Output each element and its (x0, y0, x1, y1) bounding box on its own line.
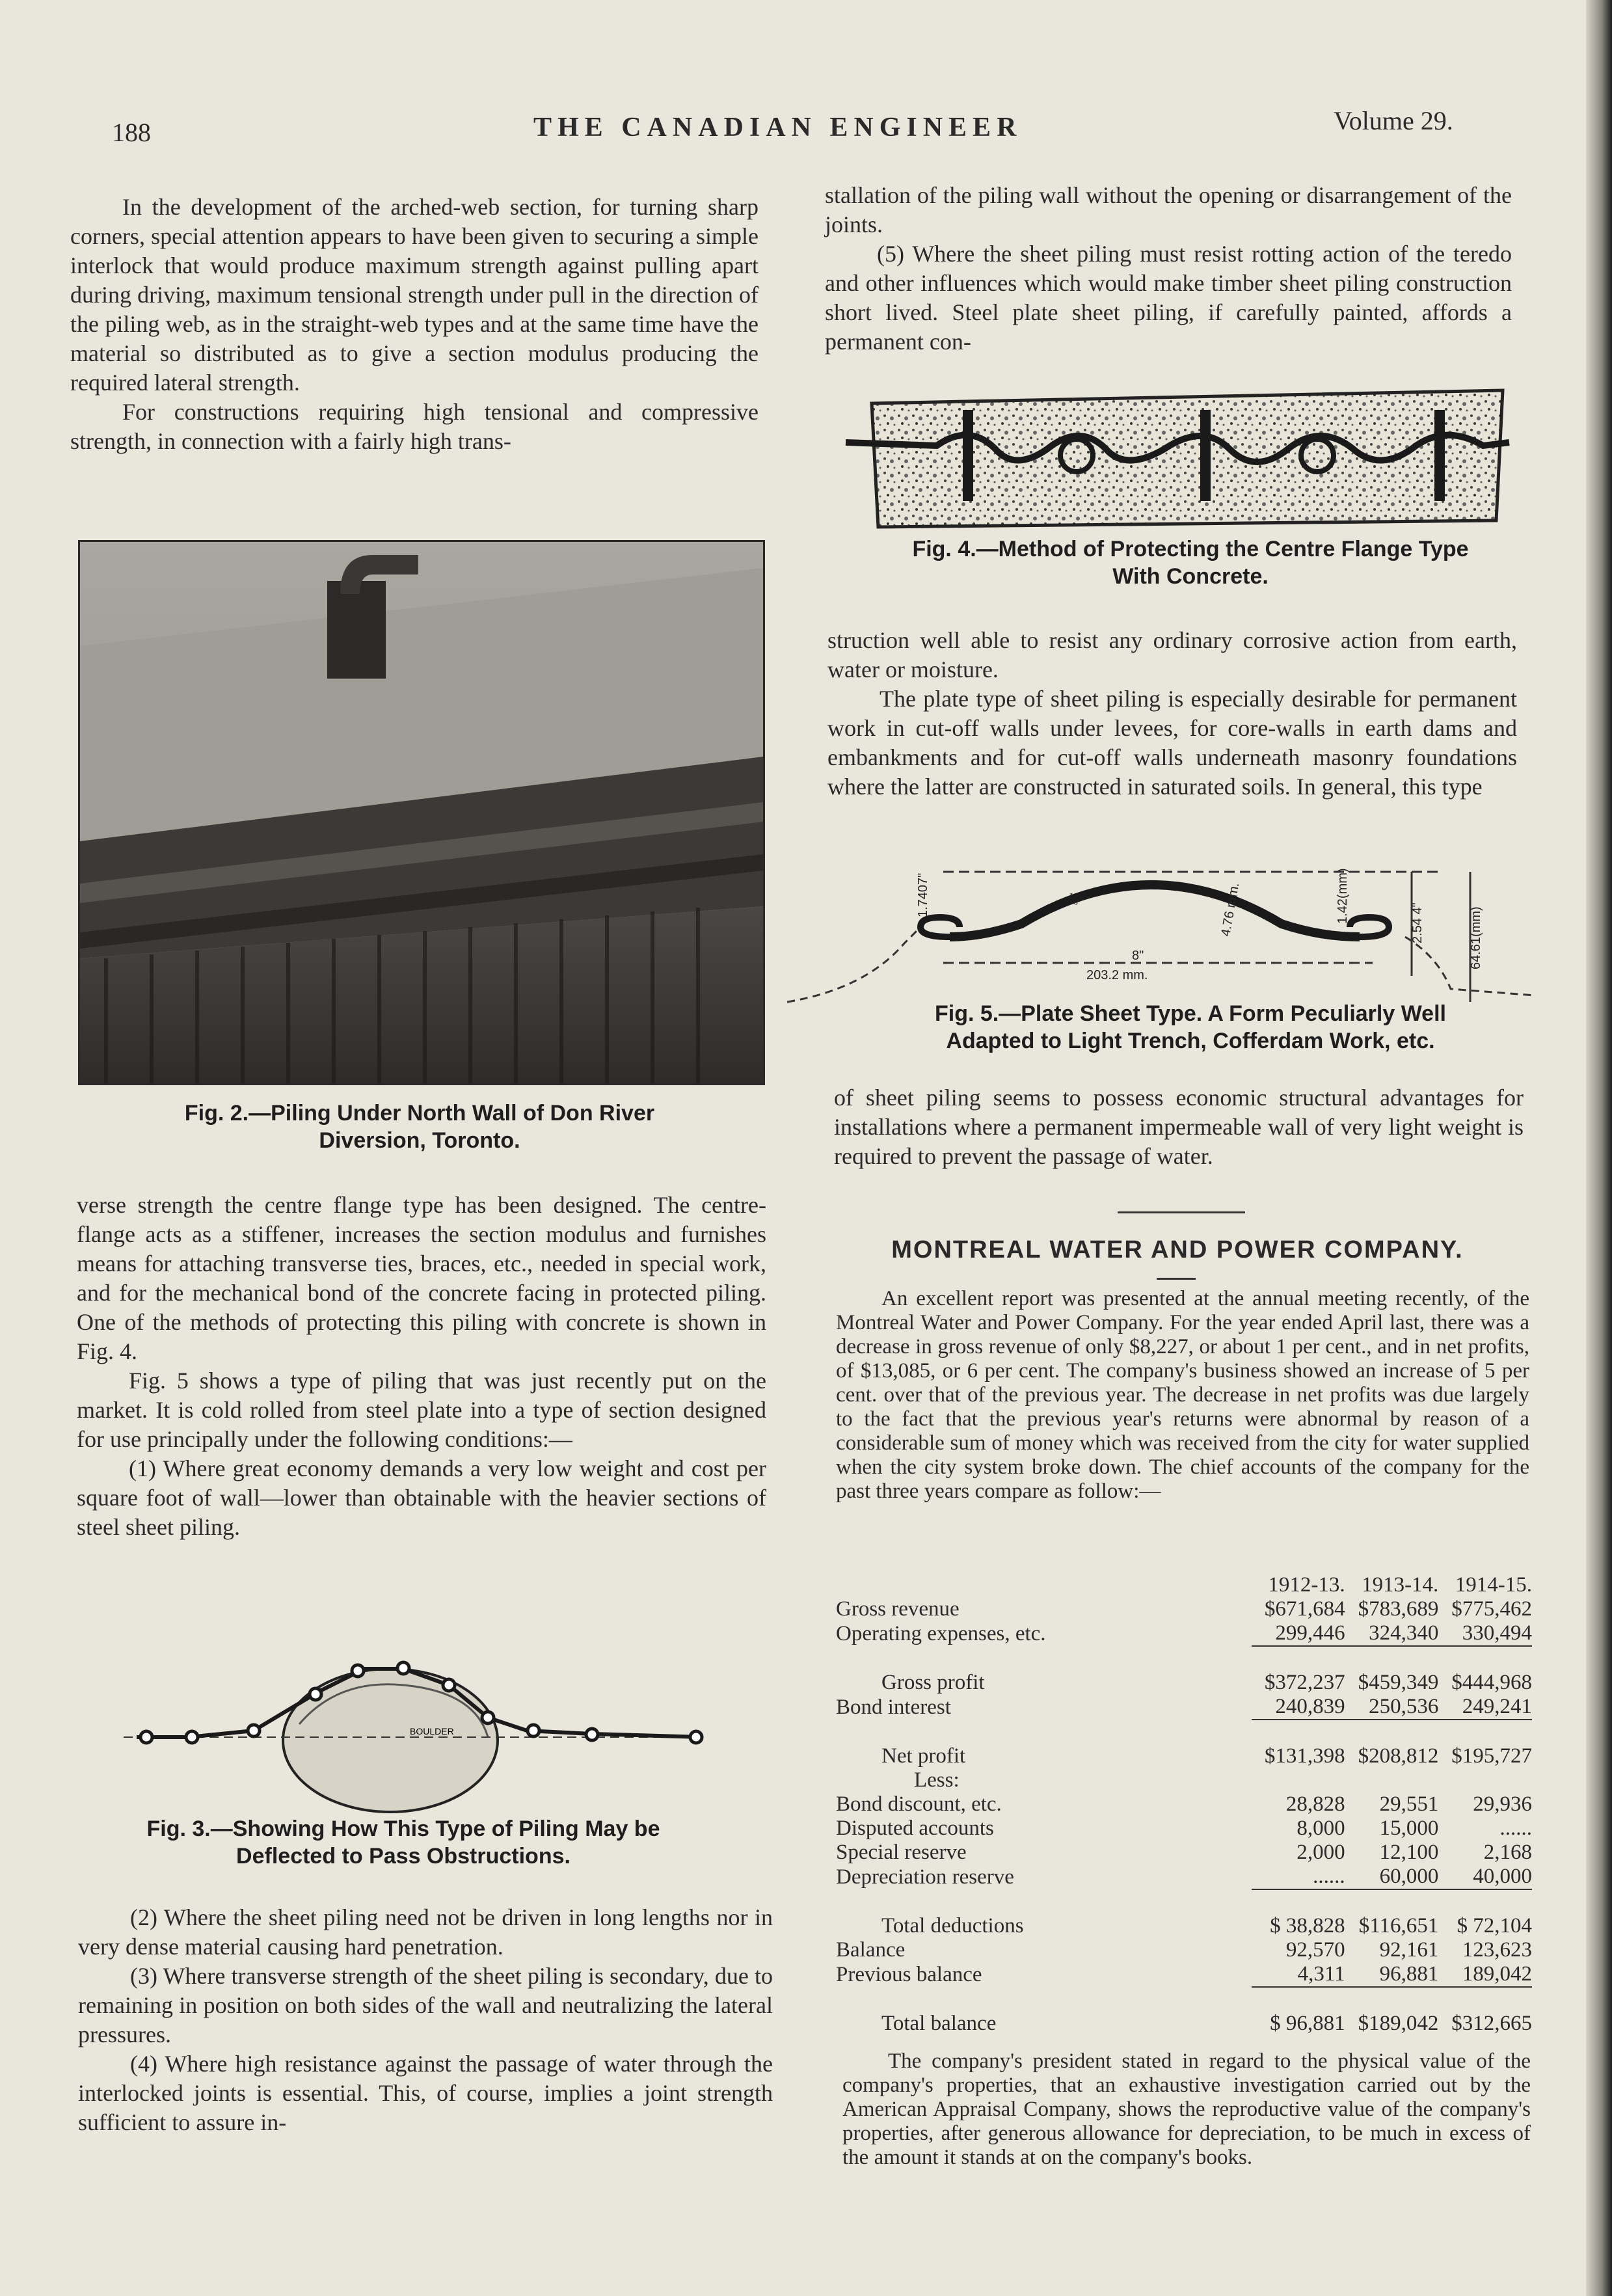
cell: $459,349 (1358, 1671, 1439, 1694)
left-para-4: Fig. 5 shows a type of piling that was just recently put on the market. It is cold rolled from steel plate into a type of section designed for use principally under the following conditions:— (77, 1368, 766, 1452)
left-para-8: (4) Where high resistance against the passage of water through the interlocked joints is essential. This, of course, implies a joint strength sufficient to assure in- (78, 2051, 773, 2135)
fig3-caption (85, 1815, 722, 1870)
fig4-caption (852, 535, 1529, 590)
fig5-dim-8: 203.2 mm. (1086, 968, 1148, 982)
cell: 324,340 (1345, 1621, 1439, 1646)
cell: $444,968 (1451, 1671, 1532, 1694)
fig5-dim-5: 2.54 4" (1410, 902, 1425, 943)
cell: 330,494 (1438, 1621, 1532, 1646)
fig5-dim-7: 8" (1132, 949, 1144, 963)
book-spine-shadow (1586, 0, 1612, 2296)
table-row (836, 1597, 1532, 1621)
row-label: Balance (836, 1938, 906, 1962)
left-para-1: In the development of the arched-web section, for turning sharp corners, special attention appears to have been given to securing a simple interlock that would produce maximum strength against pulling apart during driving, maximum tensional strength under pull in the direction of the piling web, as in the straight-web types and at the same time have the material so distributed as to give a section modulus producing the required lateral strength. (70, 194, 759, 396)
fig4-caption-line-1: Fig. 4.—Method of Protecting the Centre Flange Type (912, 537, 1469, 561)
left-para-2: For constructions requiring high tensional and compressive strength, in connection with a fairly high trans- (70, 399, 759, 454)
fig5-caption-line-2: Adapted to Light Trench, Cofferdam Work, etc. (946, 1029, 1435, 1053)
left-text-block-3 (78, 1903, 773, 2137)
right-para-4: The plate type of sheet piling is especially desirable for permanent work in cut-off walls under levees, for core-walls in earth dams and embankments and for cut-off walls underneath masonry foundations where the latter are constructed in saturated soils. In general, this type (827, 686, 1517, 800)
cell: 189,042 (1438, 1962, 1532, 1987)
cell: 4,311 (1252, 1962, 1345, 1987)
row-label: Total deductions (881, 1914, 1024, 1938)
cell: $775,462 (1451, 1597, 1532, 1621)
cell: ...... (1252, 1865, 1345, 1889)
row-label: Special reserve (836, 1841, 967, 1864)
row-label: Operating expenses, etc. (836, 1621, 1046, 1645)
table-row (836, 1744, 1532, 1768)
cell: 28,828 (1285, 1792, 1345, 1816)
right-text-block-1 (825, 181, 1512, 357)
fig5-dim-3: 4.76 mm. (1218, 881, 1243, 938)
table-row (836, 1938, 1532, 1962)
fig5-dim-1: 1.7407" (916, 872, 930, 917)
page-number: 188 (112, 118, 151, 147)
closing-para: The company's president stated in regard to the physical value of the company's properties, that an exhaustive investigation carried out by the American Appraisal Company, shows the reproductive value of the company's properties, after generous allowance for depreciation, to be much in excess of the amount it stands at on the company's books. (842, 2049, 1531, 2169)
cell: $312,665 (1451, 2012, 1532, 2035)
fig2-caption-line-1: Fig. 2.—Piling Under North Wall of Don River (184, 1101, 655, 1126)
closing-text (842, 2049, 1531, 2170)
fig4-diagram (839, 384, 1516, 533)
cell: 92,161 (1379, 1938, 1439, 1962)
article-heading: MONTREAL WATER AND POWER COMPANY. (891, 1236, 1464, 1263)
cell: 12,100 (1379, 1841, 1439, 1864)
row-label: Bond discount, etc. (836, 1792, 1002, 1816)
fig2-caption-line-2: Diversion, Toronto. (319, 1128, 520, 1153)
right-text-block-3 (834, 1083, 1524, 1171)
cell: $116,651 (1358, 1914, 1439, 1938)
article-para: An excellent report was presented at the annual meeting recently, of the Montreal Water and Power Company. For the year ended April last, there was a decrease in gross revenue of only $8,227, or about 1 per cent., and in net profits, of $13,085, or 6 per cent. The company's business showed an increase of 5 per cent. over that of the previous year. The decrease in net profits was due largely to the fact that the previous year's returns were abnormal by reason of a considerable sum of money which was received from the city for water supplied when the city system broke down. The chief accounts of the company for the past three years compare as follow:— (836, 1287, 1529, 1503)
cell: 29,936 (1473, 1792, 1532, 1816)
fig4-caption-line-2: With Concrete. (1112, 564, 1269, 589)
cell: 15,000 (1379, 1817, 1439, 1840)
fig5-diagram (787, 852, 1542, 1021)
row-label: Net profit (881, 1744, 966, 1768)
cell: 40,000 (1438, 1865, 1532, 1889)
cell: 250,536 (1345, 1695, 1439, 1720)
left-text-block-2 (77, 1191, 766, 1542)
fig3-caption-line-2: Deflected to Pass Obstructions. (236, 1844, 571, 1869)
row-label: Previous balance (836, 1962, 982, 1986)
left-para-7: (3) Where transverse strength of the sheet piling is secondary, due to remaining in position on both sides of the wall and neutralizing the lateral pressures. (78, 1963, 773, 2047)
cell: $ 72,104 (1457, 1914, 1532, 1938)
table-row (836, 2012, 1532, 2036)
table-row (836, 1621, 1532, 1646)
right-para-2: (5) Where the sheet piling must resist rotting action of the teredo and other influences which would make timber sheet piling construction short lived. Steel plate sheet piling, if carefully painted, affords a permanent con- (825, 241, 1512, 355)
cell: 2,168 (1483, 1841, 1532, 1864)
article-intro (836, 1287, 1529, 1504)
table-row (836, 1914, 1532, 1938)
fig5-dim-4: 1.42(mm) (1336, 868, 1350, 924)
cell: $195,727 (1451, 1744, 1532, 1768)
row-label: Disputed accounts (836, 1817, 994, 1840)
table-row (836, 1768, 1532, 1792)
cell: 92,570 (1285, 1938, 1345, 1962)
row-label: Bond interest (836, 1695, 951, 1719)
table-row (836, 1962, 1532, 1987)
cell: 60,000 (1345, 1865, 1439, 1889)
table-row (836, 1817, 1532, 1841)
right-para-3: struction well able to resist any ordinary corrosive action from earth, water or moisture. (827, 627, 1517, 682)
row-label: Less: (914, 1768, 960, 1792)
cell: $208,812 (1358, 1744, 1439, 1768)
cell: $671,684 (1264, 1597, 1345, 1621)
table-row (836, 1841, 1532, 1865)
heading-underline (1157, 1278, 1196, 1280)
row-label: Total balance (881, 2012, 997, 2035)
fig2-caption (78, 1100, 761, 1154)
journal-title: THE CANADIAN ENGINEER (533, 113, 1023, 142)
cell: 96,881 (1345, 1962, 1439, 1987)
right-para-5: of sheet piling seems to possess economic structural advantages for installations where a permanent impermeable wall of very light weight is required to prevent the passage of water. (834, 1085, 1524, 1169)
left-para-5: (1) Where great economy demands a very low weight and cost per square foot of wall—lower than obtainable with the heavier sections of steel sheet piling. (77, 1455, 766, 1540)
cell: $783,689 (1358, 1597, 1439, 1621)
table-row (836, 1695, 1532, 1720)
fig2-photo-illustration (80, 542, 763, 1083)
cell: $ 96,881 (1270, 2012, 1345, 2035)
financial-table (836, 1573, 1532, 2036)
year-1914: 1914-15. (1455, 1573, 1532, 1597)
year-1912: 1912-13. (1268, 1573, 1345, 1597)
cell: $131,398 (1264, 1744, 1345, 1768)
right-para-1: stallation of the piling wall without the opening or disarrangement of the joints. (825, 182, 1512, 237)
cell: ...... (1499, 1817, 1532, 1840)
fig3-caption-line-1: Fig. 3.—Showing How This Type of Piling May be (146, 1817, 660, 1841)
left-para-3: verse strength the centre flange type has been designed. The centre-flange acts as a stiffener, increases the section modulus and furnishes means for attaching transverse ties, braces, etc., needed in special work, and for the mechanical bond of the concrete facing in protected piling. One of the methods of protecting this piling with concrete is shown in Fig. 4. (77, 1192, 766, 1364)
cell: $189,042 (1358, 2012, 1439, 2035)
table-row (836, 1865, 1532, 1889)
cell: 2,000 (1296, 1841, 1345, 1864)
volume-label: Volume 29. (1334, 106, 1453, 135)
fig5-caption-line-1: Fig. 5.—Plate Sheet Type. A Form Peculiarly Well (934, 1001, 1446, 1026)
left-para-6: (2) Where the sheet piling need not be driven in long lengths nor in very dense material causing hard penetration. (78, 1904, 773, 1960)
cell: 240,839 (1252, 1695, 1345, 1720)
cell: 249,241 (1438, 1695, 1532, 1720)
fig2-photo (78, 540, 765, 1085)
table-row (836, 1671, 1532, 1695)
cell: $372,237 (1264, 1671, 1345, 1694)
fig5-dim-2: ⅛" (1066, 891, 1086, 910)
fig3-boulder-label: BOULDER (410, 1726, 454, 1736)
cell: 299,446 (1252, 1621, 1345, 1646)
row-label: Depreciation reserve (836, 1865, 1014, 1889)
right-text-block-2 (827, 626, 1517, 802)
section-divider (1118, 1211, 1245, 1213)
fig5-dim-6: 64.61(mm) (1469, 906, 1483, 969)
cell: 8,000 (1296, 1817, 1345, 1840)
cell: 123,623 (1462, 1938, 1532, 1962)
table-header-row (836, 1573, 1532, 1597)
table-row (836, 1792, 1532, 1817)
row-label: Gross revenue (836, 1597, 960, 1621)
cell: 29,551 (1379, 1792, 1439, 1816)
fig3-diagram (124, 1640, 735, 1815)
fig5-caption (839, 1000, 1542, 1055)
left-text-block-1 (70, 193, 759, 456)
row-label: Gross profit (881, 1671, 985, 1694)
cell: $ 38,828 (1270, 1914, 1345, 1938)
year-1913: 1913-14. (1362, 1573, 1439, 1597)
